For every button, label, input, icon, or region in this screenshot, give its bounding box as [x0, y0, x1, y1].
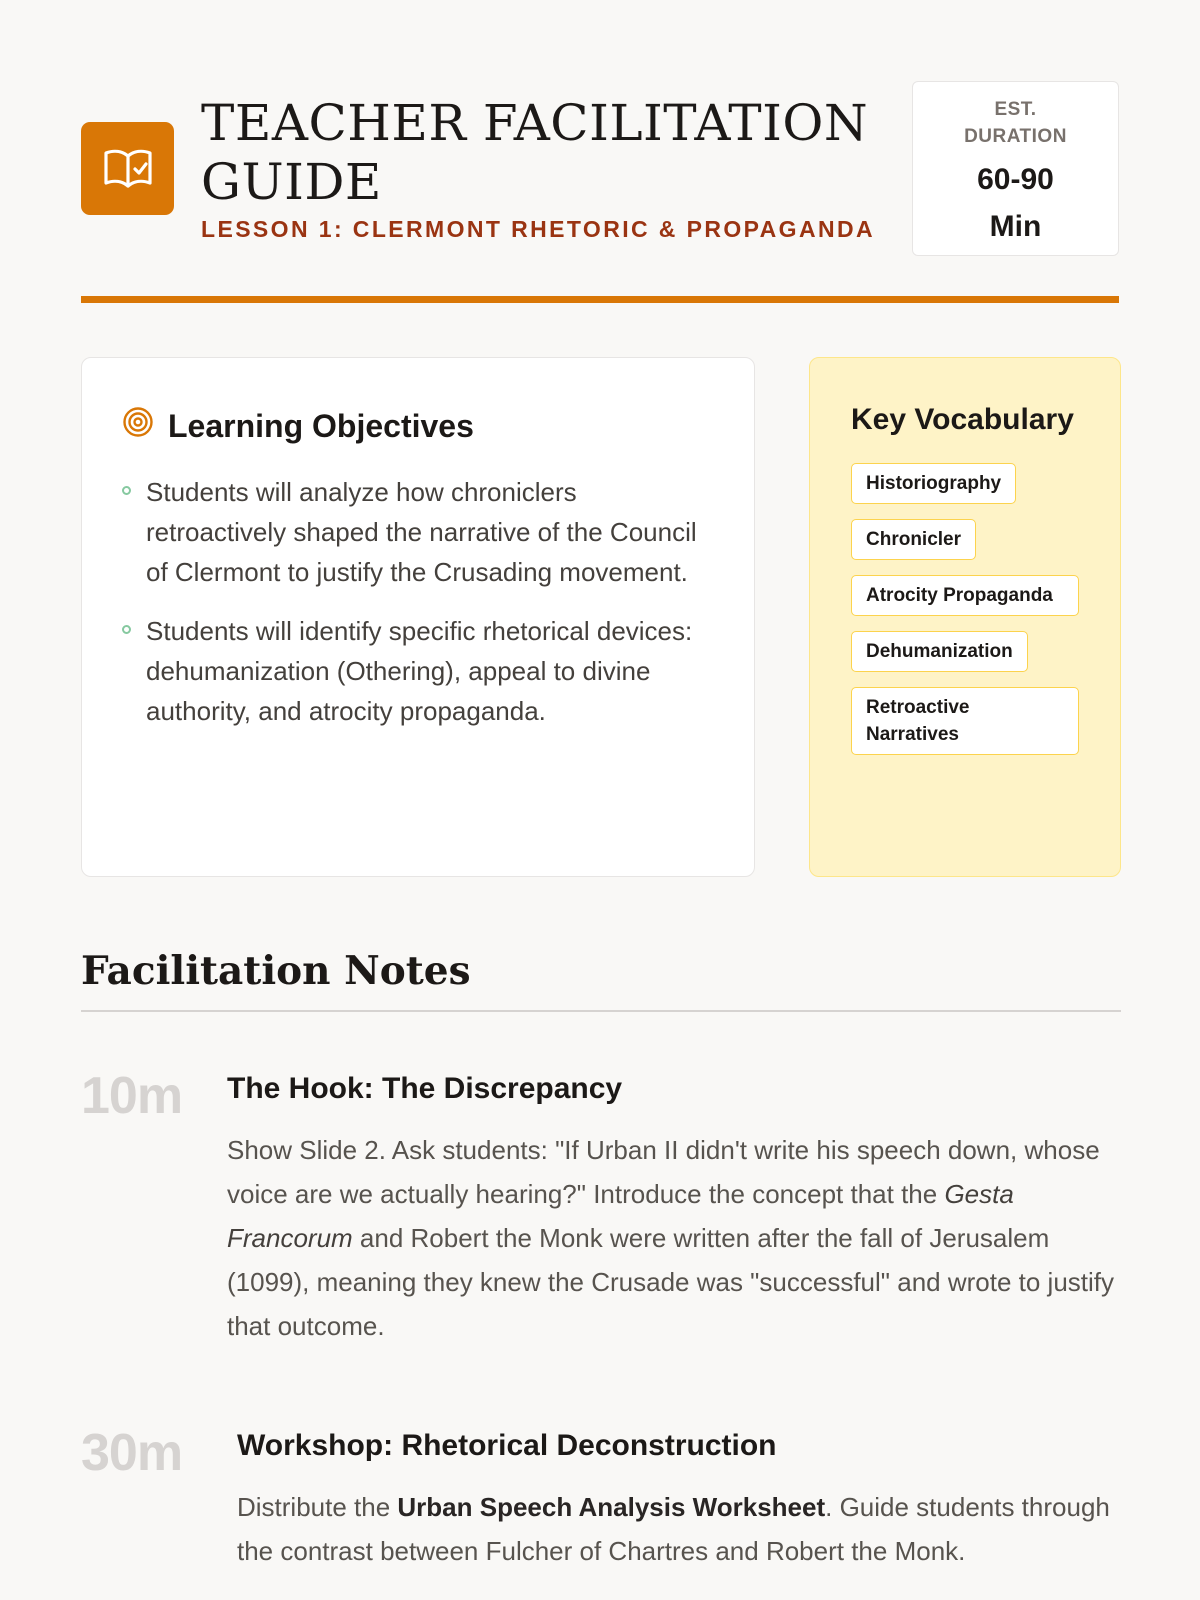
note-body	[237, 1429, 1121, 1573]
bullet-icon	[122, 486, 131, 495]
list-item	[122, 472, 714, 592]
step-title: Workshop: Rhetorical Deconstruction	[237, 1429, 777, 1462]
vocab-term-chip: Retroactive Narratives	[851, 687, 1079, 755]
objectives-heading	[122, 406, 714, 446]
target-icon	[122, 406, 154, 446]
duration-badge	[912, 81, 1119, 256]
vocabulary-heading: Key Vocabulary	[851, 403, 1074, 436]
list-item	[122, 611, 714, 731]
step-description: Distribute the Urban Speech Analysis Worksheet. Guide students through the contrast between Fulcher of Chartres and Robert the Monk.	[237, 1492, 1110, 1566]
title-block	[201, 94, 901, 243]
objective-text: Students will analyze how chroniclers retroactively shaped the narrative of the Council of Clermont to justify the Crusading movement.	[146, 477, 697, 587]
step-duration: 30m	[81, 1424, 183, 1482]
objectives-heading-text: Learning Objectives	[168, 407, 474, 444]
guide-header	[81, 0, 1119, 302]
vocab-term-chip: Historiography	[851, 463, 1016, 504]
vocab-term-chip: Atrocity Propaganda	[851, 575, 1079, 616]
lesson-subtitle: LESSON 1: CLERMONT RHETORIC & PROPAGANDA	[201, 216, 876, 242]
book-check-icon	[81, 122, 174, 215]
overview-cards	[81, 357, 1121, 877]
vocab-term-chip: Dehumanization	[851, 631, 1028, 672]
key-vocabulary-card	[809, 357, 1121, 877]
notes-divider	[81, 1010, 1121, 1012]
step-title: The Hook: The Discrepancy	[227, 1072, 623, 1105]
vocabulary-terms	[851, 463, 1080, 755]
vocab-term-chip: Chronicler	[851, 519, 976, 560]
facilitation-notes-heading: Facilitation Notes	[81, 948, 471, 994]
source-title: Gesta Francorum	[227, 1179, 1014, 1253]
duration-value: 60-90 Min	[977, 163, 1054, 243]
note-body	[227, 1072, 1121, 1348]
bullet-icon	[122, 625, 131, 634]
step-description: Show Slide 2. Ask students: "If Urban II didn't write his speech down, whose voice are we actually hearing?" Introduce the concept that the Gesta Francorum and Robert the Monk were written after the fall of Jerusalem (1099), meaning they knew the Crusade was "successful" and wrote to justify that outcome.	[227, 1135, 1115, 1341]
duration-label: EST. DURATION	[964, 99, 1067, 147]
worksheet-name: Urban Speech Analysis Worksheet	[397, 1492, 826, 1522]
header-divider	[81, 296, 1119, 303]
learning-objectives-card	[81, 357, 755, 877]
objective-text: Students will identify specific rhetorical devices: dehumanization (Othering), appeal to divine authority, and atrocity propaganda.	[146, 616, 693, 726]
step-duration: 10m	[81, 1067, 183, 1125]
page-title: TEACHER FACILITATION GUIDE	[201, 94, 869, 211]
objectives-list	[122, 472, 714, 731]
